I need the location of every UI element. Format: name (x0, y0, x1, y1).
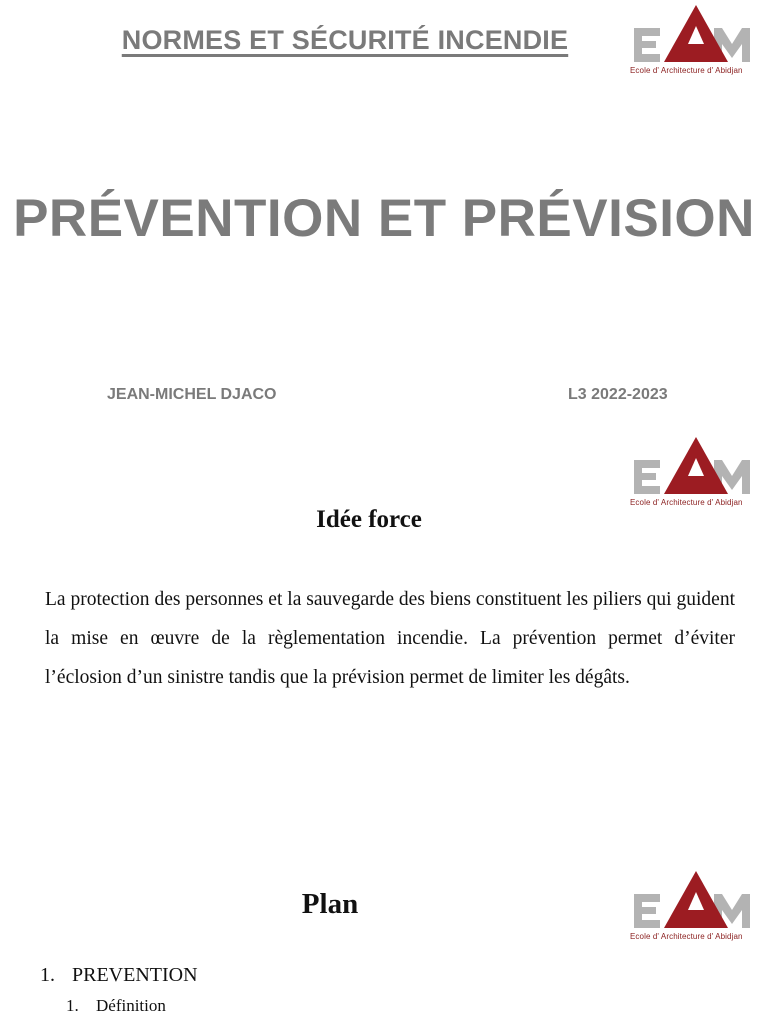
plan-list (40, 964, 198, 987)
plan-item (40, 964, 198, 987)
idea-paragraph: La protection des personnes et la sauvegarde des biens constituent les piliers qui guident la mise en œuvre de la règlementation incendie. La prévention permet d’éviter l’éclosion d’un sinistre tandis que la prévision permet de limiter les dégâts. (45, 589, 735, 688)
plan-subitem-label: Définition (96, 996, 166, 1015)
author-name: JEAN-MICHEL DJACO (107, 386, 277, 403)
eam-logo-icon (630, 436, 754, 500)
idea-heading: Idée force (316, 506, 422, 533)
plan-item-label: PREVENTION (72, 964, 198, 986)
eam-logo-icon (630, 4, 754, 68)
logo-caption: Ecole d' Architecture d' Abidjan (630, 498, 743, 507)
school-logo (630, 4, 750, 76)
plan-heading: Plan (301, 888, 359, 920)
course-title: NORMES ET SÉCURITÉ INCENDIE (121, 25, 569, 55)
school-logo-2 (630, 436, 750, 508)
logo-caption: Ecole d' Architecture d' Abidjan (630, 66, 743, 75)
plan-item-number: 1. (40, 964, 55, 986)
eam-logo-icon (630, 870, 754, 934)
school-logo-3 (630, 870, 750, 942)
plan-subitem-number: 1. (66, 996, 79, 1015)
main-title: PRÉVENTION ET PRÉVISION (13, 189, 755, 248)
plan-subitem (66, 996, 166, 1016)
class-year: L3 2022-2023 (568, 386, 668, 403)
logo-caption: Ecole d' Architecture d' Abidjan (630, 932, 743, 941)
